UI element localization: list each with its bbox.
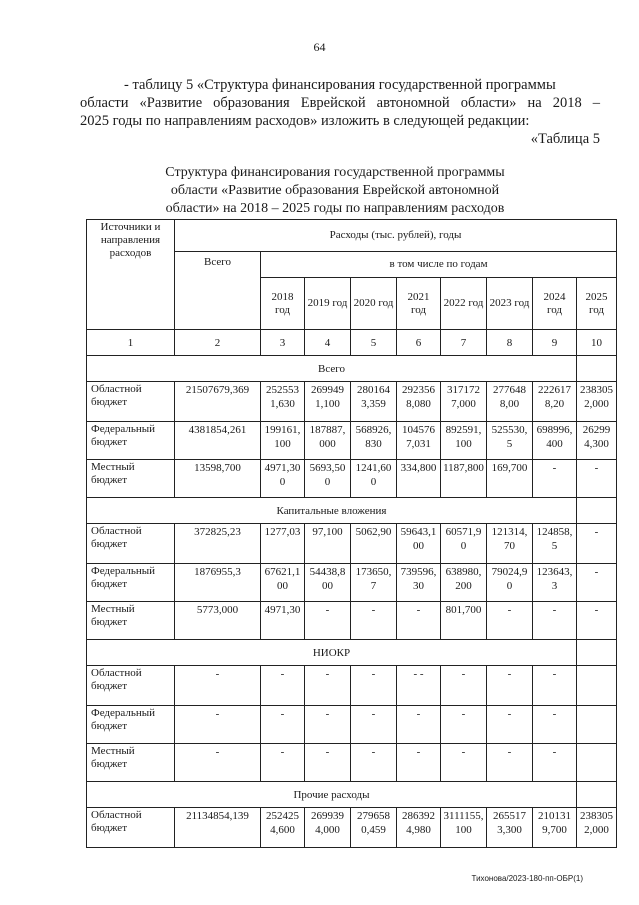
year-value: 262994,300 xyxy=(577,422,617,460)
year-value: - xyxy=(441,744,487,782)
document-code: Тихонова/2023-180-пп-ОБР(1) xyxy=(471,874,583,883)
year-value: 2383052,000 xyxy=(577,382,617,422)
column-number: 8 xyxy=(487,330,533,356)
year-value: 97,100 xyxy=(305,524,351,564)
total-value: 5773,000 xyxy=(175,602,261,640)
row-label: Областной бюджет xyxy=(87,666,175,706)
year-value: 3111155,100 xyxy=(441,808,487,848)
year-value: - xyxy=(533,602,577,640)
intro-line: области «Развитие образования Еврейской автономной области» на 2018 – xyxy=(80,95,600,111)
year-value: 2524254,600 xyxy=(261,808,305,848)
year-value: - xyxy=(441,706,487,744)
year-value: 2776488,00 xyxy=(487,382,533,422)
table-row xyxy=(87,382,617,422)
year-value: - xyxy=(533,744,577,782)
year-value xyxy=(577,744,617,782)
year-value: 334,800 xyxy=(397,460,441,498)
section-empty-cell xyxy=(577,782,617,808)
intro-paragraph xyxy=(80,76,600,148)
year-value: 4971,30 xyxy=(261,602,305,640)
year-value: - xyxy=(487,706,533,744)
section-title: Прочие расходы xyxy=(87,782,577,808)
row-label: Областной бюджет xyxy=(87,382,175,422)
year-value: - xyxy=(261,666,305,706)
row-label: Федеральный бюджет xyxy=(87,564,175,602)
year-value: 2796580,459 xyxy=(351,808,397,848)
year-value: 525530,5 xyxy=(487,422,533,460)
year-value: - xyxy=(577,524,617,564)
table-reference: «Таблица 5 xyxy=(530,131,600,147)
year-value: 124858,5 xyxy=(533,524,577,564)
header-expenses: Расходы (тыс. рублей), годы xyxy=(175,220,617,252)
header-sources: Источники и направления расходов xyxy=(87,220,175,330)
header-year: 2018 год xyxy=(261,278,305,330)
year-value: 121314,70 xyxy=(487,524,533,564)
table-title-line: области» на 2018 – 2025 годы по направлениям расходов xyxy=(165,201,505,216)
year-value: 638980,200 xyxy=(441,564,487,602)
header-year: 2023 год xyxy=(487,278,533,330)
year-value: 67621,100 xyxy=(261,564,305,602)
year-value: - xyxy=(487,744,533,782)
section-title: НИОКР xyxy=(87,640,577,666)
year-value: - xyxy=(305,744,351,782)
year-value: 568926,830 xyxy=(351,422,397,460)
year-value: - xyxy=(533,460,577,498)
year-value: 2655173,300 xyxy=(487,808,533,848)
year-value: - xyxy=(305,666,351,706)
table-title-line: области «Развитие образования Еврейской автономной xyxy=(170,183,500,198)
year-value: 1187,800 xyxy=(441,460,487,498)
row-label: Местный бюджет xyxy=(87,602,175,640)
total-value: - xyxy=(175,744,261,782)
year-value: 2226178,20 xyxy=(533,382,577,422)
page-number: 64 xyxy=(313,40,326,54)
column-number: 1 xyxy=(87,330,175,356)
total-value: 21134854,139 xyxy=(175,808,261,848)
intro-line: - таблицу 5 «Структура финансирования государственной программы xyxy=(124,77,556,93)
table-title xyxy=(120,164,550,218)
table-row xyxy=(87,706,617,744)
year-value: 5062,90 xyxy=(351,524,397,564)
header-year: 2024 год xyxy=(533,278,577,330)
year-value: - xyxy=(533,706,577,744)
year-value: 2699491,100 xyxy=(305,382,351,422)
column-number: 2 xyxy=(175,330,261,356)
table-row xyxy=(87,666,617,706)
year-value: - xyxy=(577,460,617,498)
year-value: 54438,800 xyxy=(305,564,351,602)
year-value: 2699394,000 xyxy=(305,808,351,848)
table-row xyxy=(87,460,617,498)
column-number: 9 xyxy=(533,330,577,356)
column-number: 7 xyxy=(441,330,487,356)
year-value: 698996,400 xyxy=(533,422,577,460)
year-value: - xyxy=(487,602,533,640)
table-title-line: Структура финансирования государственной программы xyxy=(165,165,505,180)
row-label: Федеральный бюджет xyxy=(87,422,175,460)
year-value: 5693,500 xyxy=(305,460,351,498)
year-value: - xyxy=(577,564,617,602)
year-value: 2923568,080 xyxy=(397,382,441,422)
total-value: 4381854,261 xyxy=(175,422,261,460)
header-year: 2020 год xyxy=(351,278,397,330)
section-empty-cell xyxy=(577,640,617,666)
year-value: 3171727,000 xyxy=(441,382,487,422)
year-value: 892591,100 xyxy=(441,422,487,460)
header-total: Всего xyxy=(175,252,261,330)
section-empty-cell xyxy=(577,356,617,382)
table-row xyxy=(87,422,617,460)
section-title: Капитальные вложения xyxy=(87,498,577,524)
table-row xyxy=(87,602,617,640)
year-value: - xyxy=(351,706,397,744)
year-value: 739596,30 xyxy=(397,564,441,602)
year-value: 79024,90 xyxy=(487,564,533,602)
column-number: 6 xyxy=(397,330,441,356)
year-value: - xyxy=(533,666,577,706)
year-value: 169,700 xyxy=(487,460,533,498)
header-year: 2022 год xyxy=(441,278,487,330)
year-value: - xyxy=(397,706,441,744)
total-value: 21507679,369 xyxy=(175,382,261,422)
year-value xyxy=(577,706,617,744)
total-value: 372825,23 xyxy=(175,524,261,564)
year-value: - - xyxy=(397,666,441,706)
year-value: 2525531,630 xyxy=(261,382,305,422)
year-value: - xyxy=(397,744,441,782)
column-number: 3 xyxy=(261,330,305,356)
header-year: 2025 год xyxy=(577,278,617,330)
year-value: 801,700 xyxy=(441,602,487,640)
year-value: - xyxy=(487,666,533,706)
year-value: 123643,3 xyxy=(533,564,577,602)
year-value: - xyxy=(351,602,397,640)
table-row xyxy=(87,524,617,564)
year-value: 2101319,700 xyxy=(533,808,577,848)
column-number: 5 xyxy=(351,330,397,356)
year-value: 4971,300 xyxy=(261,460,305,498)
year-value: 59643,100 xyxy=(397,524,441,564)
year-value: - xyxy=(305,706,351,744)
table-row xyxy=(87,744,617,782)
year-value: 60571,90 xyxy=(441,524,487,564)
column-number: 10 xyxy=(577,330,617,356)
year-value: 1045767,031 xyxy=(397,422,441,460)
year-value: - xyxy=(305,602,351,640)
total-value: 1876955,3 xyxy=(175,564,261,602)
year-value: - xyxy=(577,602,617,640)
year-value: 173650,7 xyxy=(351,564,397,602)
table-row xyxy=(87,564,617,602)
header-year: 2021 год xyxy=(397,278,441,330)
row-label: Областной бюджет xyxy=(87,524,175,564)
row-label: Федеральный бюджет xyxy=(87,706,175,744)
header-by-years: в том числе по годам xyxy=(261,252,617,278)
year-value: 2383052,000 xyxy=(577,808,617,848)
year-value: - xyxy=(351,744,397,782)
year-value: - xyxy=(441,666,487,706)
year-value: 2801643,359 xyxy=(351,382,397,422)
table-row xyxy=(87,808,617,848)
total-value: - xyxy=(175,666,261,706)
column-number: 4 xyxy=(305,330,351,356)
year-value: 1241,600 xyxy=(351,460,397,498)
row-label: Областной бюджет xyxy=(87,808,175,848)
year-value xyxy=(577,666,617,706)
year-value: 2863924,980 xyxy=(397,808,441,848)
year-value: - xyxy=(397,602,441,640)
year-value: - xyxy=(351,666,397,706)
row-label: Местный бюджет xyxy=(87,744,175,782)
header-year: 2019 год xyxy=(305,278,351,330)
intro-line: 2025 годы по направлениям расходов» изложить в следующей редакции: xyxy=(80,113,530,129)
year-value: 199161,100 xyxy=(261,422,305,460)
year-value: - xyxy=(261,706,305,744)
section-empty-cell xyxy=(577,498,617,524)
financing-table xyxy=(86,219,617,848)
year-value: 1277,03 xyxy=(261,524,305,564)
year-value: - xyxy=(261,744,305,782)
row-label: Местный бюджет xyxy=(87,460,175,498)
total-value: - xyxy=(175,706,261,744)
year-value: 187887,000 xyxy=(305,422,351,460)
total-value: 13598,700 xyxy=(175,460,261,498)
section-title: Всего xyxy=(87,356,577,382)
